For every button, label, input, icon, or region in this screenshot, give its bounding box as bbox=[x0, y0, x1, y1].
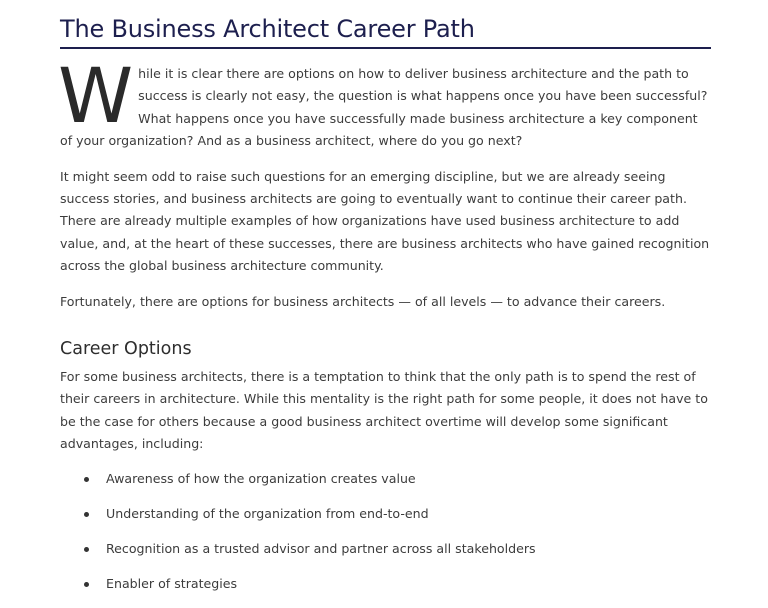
section-heading-career-options: Career Options bbox=[60, 339, 192, 360]
intro-text: hile it is clear there are options on how to deliver business architecture and the path to success is clearly not easy, the question is what happens once you have been successful? What happens once you have successfully made business architecture a key component of your organization? And as a business architect, where do you go next? bbox=[60, 66, 708, 149]
paragraph-2: It might seem odd to raise such questions for an emerging discipline, but we are already seeing success stories, and business architects are going to eventually want to continue their career path. There are already multiple examples of how organizations have used business architecture to add value, and, at the heart of these successes, there are business architects who have gained recognition across the global business architecture community. bbox=[60, 168, 710, 274]
intro-paragraph bbox=[58, 51, 711, 153]
article bbox=[60, 14, 711, 608]
list-item bbox=[60, 538, 711, 560]
drop-cap: W bbox=[58, 51, 131, 140]
list-item-text: Recognition as a trusted advisor and partner across all stakeholders bbox=[106, 540, 536, 556]
list-item bbox=[60, 468, 711, 490]
bullet-icon bbox=[84, 582, 89, 587]
advantages-list bbox=[60, 468, 711, 595]
bullet-icon bbox=[84, 547, 89, 552]
list-item bbox=[60, 503, 711, 525]
list-item bbox=[60, 573, 711, 595]
list-item-text: Enabler of strategies bbox=[106, 575, 238, 591]
bullet-icon bbox=[84, 512, 89, 517]
list-item-text: Understanding of the organization from end-to-end bbox=[106, 505, 429, 521]
page-title: The Business Architect Career Path bbox=[60, 14, 711, 49]
career-options-paragraph: For some business architects, there is a temptation to think that the only path is to spend the rest of their careers in architecture. While this mentality is the right path for some people, it does not have to be the case for others because a good business architect overtime will develop some significant advantages, including: bbox=[60, 369, 708, 452]
list-item-text: Awareness of how the organization creates value bbox=[106, 470, 416, 486]
paragraph-3: Fortunately, there are options for business architects — of all levels — to advance their careers. bbox=[60, 293, 666, 309]
bullet-icon bbox=[84, 477, 89, 482]
